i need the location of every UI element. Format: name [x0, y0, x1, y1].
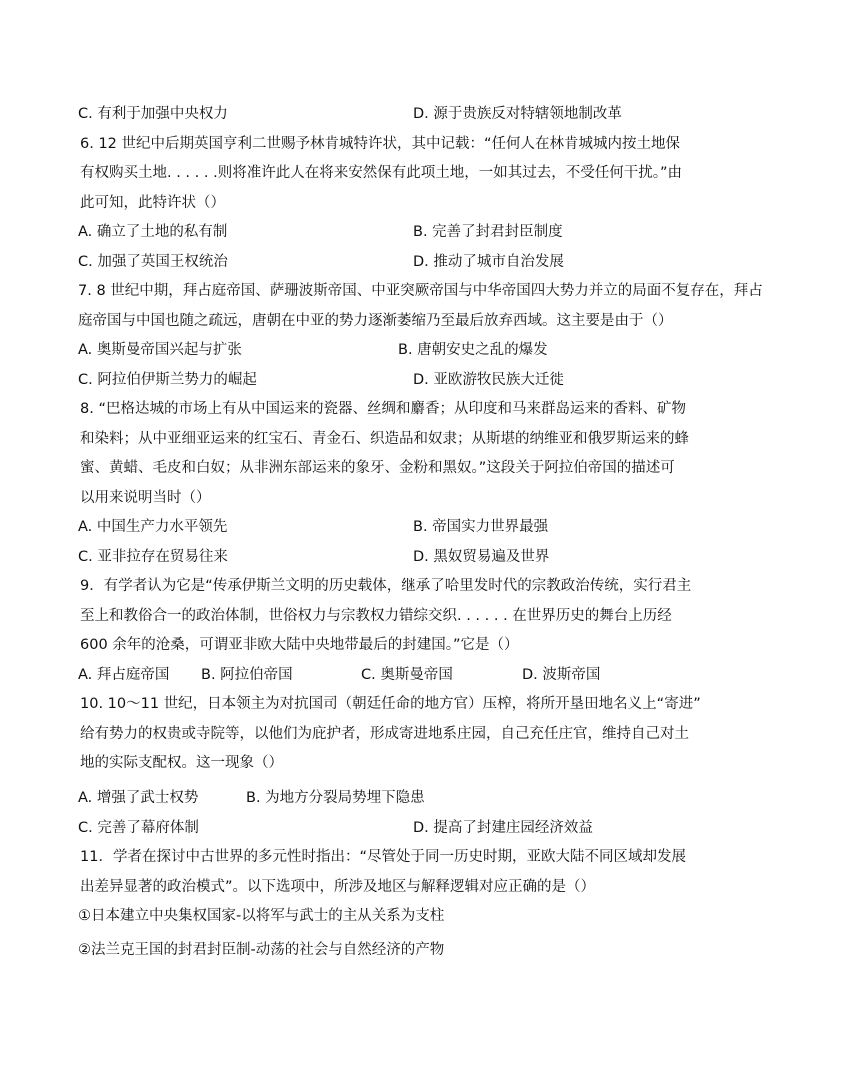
q10-option-d: D. 提高了封建庄园经济效益: [413, 820, 593, 836]
q6-option-d: D. 推动了城市自治发展: [413, 254, 564, 270]
q7-option-d: D. 亚欧游牧民族大迁徙: [413, 372, 564, 388]
q8-stem-line-3: 蜜、黄蜡、毛皮和白奴；从非洲东部运来的象牙、金粉和黑奴。”这段关于阿拉伯帝国的描述可: [80, 460, 675, 476]
q9-stem-line-1: 9．有学者认为它是“传承伊斯兰文明的历史载体，继承了哈里发时代的宗教政治传统，实行君主: [80, 578, 692, 594]
q7-stem-line-1: 7. 8 世纪中期，拜占庭帝国、萨珊波斯帝国、中亚突厥帝国与中华帝国四大势力并立的局面不复存在，拜占: [78, 283, 763, 299]
q9-option-a: A. 拜占庭帝国: [78, 667, 170, 683]
q11-stem-line-1: 11．学者在探讨中古世界的多元性时指出：“尽管处于同一历史时期，亚欧大陆不同区域却发展: [80, 849, 686, 865]
q10-stem-line-1: 10. 10～11 世纪，日本领主为对抗国司（朝廷任命的地方官）压榨，将所开垦田地名义上“寄进”: [80, 696, 701, 712]
q9-option-b: B. 阿拉伯帝国: [201, 667, 293, 683]
q5-option-c: C. 有利于加强中央权力: [78, 106, 228, 122]
q8-stem-line-4: 以用来说明当时（）: [80, 490, 211, 506]
q9-option-c: C. 奥斯曼帝国: [361, 667, 453, 683]
q7-option-a: A. 奥斯曼帝国兴起与扩张: [78, 342, 242, 358]
q8-option-d: D. 黑奴贸易遍及世界: [413, 549, 550, 565]
q10-option-b: B. 为地方分裂局势埋下隐患: [246, 790, 425, 806]
q7-stem-line-2: 庭帝国与中国也随之疏远，唐朝在中亚的势力逐渐萎缩乃至最后放弃西域。这主要是由于（）: [78, 313, 673, 329]
q7-option-c: C. 阿拉伯伊斯兰势力的崛起: [78, 372, 257, 388]
q6-option-b: B. 完善了封君封臣制度: [413, 224, 563, 240]
q9-stem-line-3: 600 余年的沧桑，可谓亚非欧大陆中央地带最后的封建国。”它是（）: [80, 637, 519, 653]
q8-option-a: A. 中国生产力水平领先: [78, 519, 228, 535]
q9-stem-line-2: 至上和教俗合一的政治体制，世俗权力与宗教权力错综交织. . . . . . 在世界历史的舞台上历经: [80, 608, 672, 624]
q8-option-c: C. 亚非拉存在贸易往来: [78, 549, 228, 565]
q10-stem-line-2: 给有势力的权贵或寺院等，以他们为庇护者，形成寄进地系庄园，自己充任庄官，维持自己对土: [80, 726, 689, 742]
q8-stem-line-2: 和染料；从中亚细亚运来的红宝石、青金石、织造品和奴隶；从斯堪的纳维亚和俄罗斯运来的蜂: [80, 431, 689, 447]
q6-stem-line-3: 此可知，此特许状（）: [80, 195, 225, 211]
q8-stem-line-1: 8. “巴格达城的市场上有从中国运来的瓷器、丝绸和麝香；从印度和马来群岛运来的香料、矿物: [80, 401, 686, 417]
q6-option-c: C. 加强了英国王权统治: [78, 254, 228, 270]
q8-option-b: B. 帝国实力世界最强: [413, 519, 549, 535]
q7-option-b: B. 唐朝安史之乱的爆发: [398, 342, 548, 358]
q11-stem-line-2: 出差异显著的政治模式”。以下选项中，所涉及地区与解释逻辑对应正确的是（）: [80, 879, 596, 895]
q10-stem-line-3: 地的实际支配权。这一现象（）: [80, 755, 283, 771]
q6-stem-line-2: 有权购买土地. . . . . .则将准许此人在将来安然保有此项土地，一如其过去，不受任何干扰。”由: [80, 165, 682, 181]
q9-option-d: D. 波斯帝国: [522, 667, 601, 683]
q10-option-c: C. 完善了幕府体制: [78, 820, 199, 836]
q6-option-a: A. 确立了土地的私有制: [78, 224, 228, 240]
q6-stem-line-1: 6. 12 世纪中后期英国亨利二世赐予林肯城特许状，其中记载：“任何人在林肯城城内按土地保: [80, 136, 681, 152]
q10-option-a: A. 增强了武士权势: [78, 790, 199, 806]
q5-option-d: D. 源于贵族反对特辖领地制改革: [413, 106, 622, 122]
q11-statement-2: ②法兰克王国的封君封臣制-动荡的社会与自然经济的产物: [78, 942, 445, 958]
q11-statement-1: ①日本建立中央集权国家-以将军与武士的主从关系为支柱: [78, 908, 445, 924]
